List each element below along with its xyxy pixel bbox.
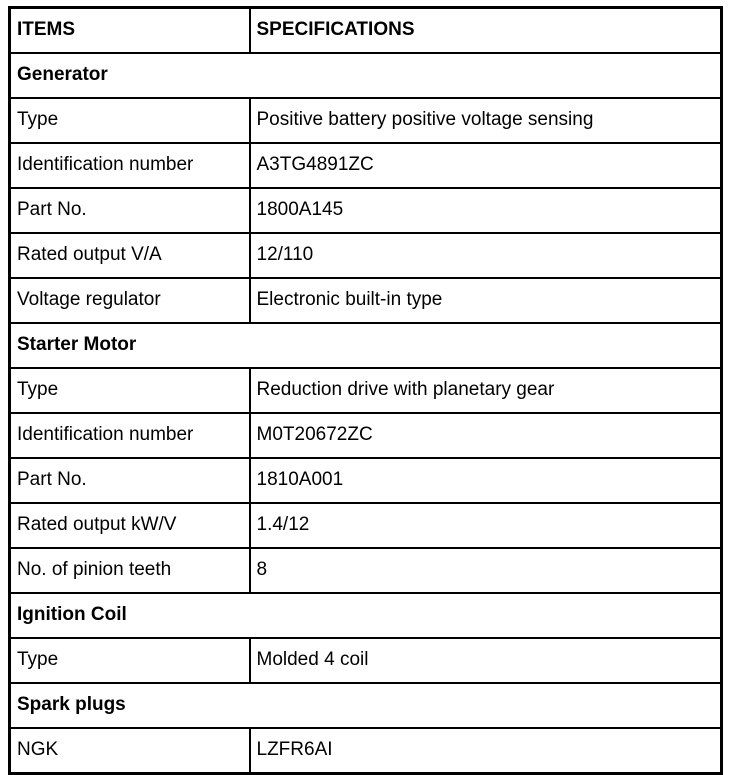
item-value-cell: Electronic built-in type — [250, 278, 722, 323]
item-value-cell: Positive battery positive voltage sensing — [250, 98, 722, 143]
section-header-cell: Generator — [10, 53, 722, 98]
section-header-cell: Spark plugs — [10, 683, 722, 728]
table-row — [10, 368, 722, 413]
table-row — [10, 728, 722, 774]
table-row — [10, 593, 722, 638]
table-body — [10, 8, 722, 774]
item-label-cell: Voltage regulator — [10, 278, 250, 323]
item-label-cell: Part No. — [10, 458, 250, 503]
table-row — [10, 548, 722, 593]
item-value-cell: 12/110 — [250, 233, 722, 278]
specifications-table — [8, 6, 723, 775]
table-row — [10, 413, 722, 458]
table-row — [10, 503, 722, 548]
section-header-cell: Starter Motor — [10, 323, 722, 368]
column-header-specifications: SPECIFICATIONS — [250, 8, 722, 54]
table-row — [10, 323, 722, 368]
table-row — [10, 98, 722, 143]
table-row — [10, 188, 722, 233]
table-row — [10, 638, 722, 683]
item-label-cell: Type — [10, 98, 250, 143]
table-row — [10, 278, 722, 323]
item-label-cell: Rated output kW/V — [10, 503, 250, 548]
section-header-cell: Ignition Coil — [10, 593, 722, 638]
item-label-cell: Rated output V/A — [10, 233, 250, 278]
item-label-cell: Identification number — [10, 413, 250, 458]
table-row — [10, 458, 722, 503]
item-value-cell: LZFR6AI — [250, 728, 722, 774]
item-value-cell: 1.4/12 — [250, 503, 722, 548]
item-label-cell: Type — [10, 368, 250, 413]
item-value-cell: 1810A001 — [250, 458, 722, 503]
item-value-cell: Molded 4 coil — [250, 638, 722, 683]
item-value-cell: M0T20672ZC — [250, 413, 722, 458]
item-label-cell: Part No. — [10, 188, 250, 233]
table-row — [10, 683, 722, 728]
item-label-cell: Identification number — [10, 143, 250, 188]
item-label-cell: Type — [10, 638, 250, 683]
item-value-cell: A3TG4891ZC — [250, 143, 722, 188]
item-value-cell: Reduction drive with planetary gear — [250, 368, 722, 413]
table-header-row — [10, 8, 722, 54]
item-value-cell: 1800A145 — [250, 188, 722, 233]
table-row — [10, 143, 722, 188]
table-row — [10, 53, 722, 98]
item-label-cell: No. of pinion teeth — [10, 548, 250, 593]
column-header-items: ITEMS — [10, 8, 250, 54]
table-row — [10, 233, 722, 278]
item-label-cell: NGK — [10, 728, 250, 774]
item-value-cell: 8 — [250, 548, 722, 593]
